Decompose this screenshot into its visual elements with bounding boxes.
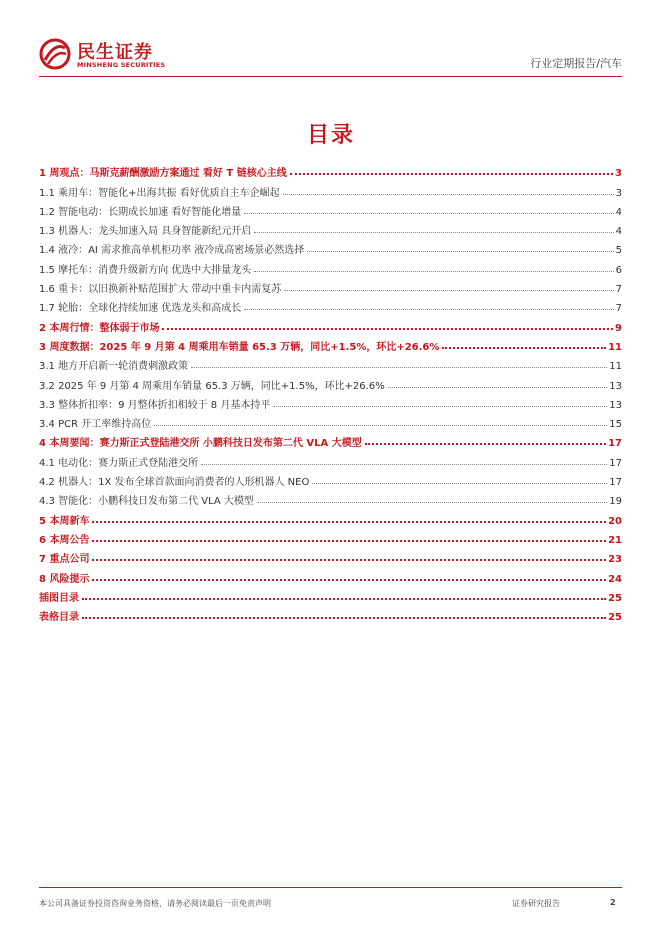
toc-entry-page[interactable]: 25: [608, 612, 622, 624]
page-number: 2: [610, 898, 616, 907]
toc-entry-page[interactable]: 13: [609, 380, 622, 392]
toc-entry-page[interactable]: 15: [609, 419, 622, 431]
toc-entry-page[interactable]: 5: [615, 245, 622, 257]
toc-entry[interactable]: [39, 353, 622, 372]
toc-entry[interactable]: [39, 256, 622, 275]
toc-leader-dots: [92, 558, 606, 561]
toc-entry-label[interactable]: 表格目录: [39, 612, 79, 624]
toc-entry[interactable]: [39, 411, 622, 430]
toc-entry[interactable]: [39, 179, 622, 198]
toc-leader-dots: [201, 463, 607, 465]
toc-leader-dots: [312, 482, 607, 484]
toc-entry-page[interactable]: 6: [615, 264, 622, 276]
toc-leader-dots: [244, 308, 613, 310]
toc-entry[interactable]: [39, 430, 622, 449]
toc-entry-page[interactable]: 17: [609, 477, 622, 489]
toc-entry-label[interactable]: 2 本周行情：整体弱于市场: [39, 322, 160, 334]
toc-entry[interactable]: [39, 604, 622, 623]
toc-leader-dots: [283, 193, 614, 195]
logo-english-name: MINSHENG SECURITIES: [77, 61, 166, 69]
toc-entry-label[interactable]: 6 本周公告: [39, 534, 90, 546]
footer-disclaimer: 本公司具备证券投资咨询业务资格，请务必阅读最后一页免责声明: [39, 899, 271, 908]
toc-entry-label[interactable]: 1.3 机器人：龙头加速入局 具身智能新纪元开启: [39, 226, 252, 238]
toc-entry-label[interactable]: 5 本周新车: [39, 515, 90, 527]
toc-leader-dots: [162, 327, 613, 330]
toc-entry-page[interactable]: 21: [608, 534, 622, 546]
toc-entry[interactable]: [39, 199, 622, 218]
toc-entry-page[interactable]: 3: [615, 187, 622, 199]
toc-leader-dots: [284, 289, 613, 291]
toc-entry[interactable]: [39, 218, 622, 237]
toc-leader-dots: [273, 405, 607, 407]
toc-entry[interactable]: [39, 237, 622, 256]
toc-entry-label[interactable]: 1.7 轮胎：全球化持续加速 优选龙头和高成长: [39, 303, 242, 315]
logo-chinese-name: 民生证券: [77, 42, 153, 63]
header-divider: [39, 76, 622, 77]
toc-entry-label[interactable]: 4.1 电动化：赛力斯正式登陆港交所: [39, 457, 199, 469]
toc-entry[interactable]: [39, 276, 622, 295]
toc-leader-dots: [257, 501, 607, 503]
toc-leader-dots: [254, 270, 613, 272]
toc-entry-page[interactable]: 11: [609, 361, 622, 373]
toc-leader-dots: [92, 539, 606, 542]
toc-leader-dots: [254, 231, 613, 233]
minsheng-logo-icon: [39, 38, 71, 70]
table-of-contents: [39, 160, 622, 623]
toc-entry[interactable]: [39, 488, 622, 507]
toc-leader-dots: [82, 616, 606, 619]
toc-leader-dots: [365, 442, 606, 445]
toc-entry-label[interactable]: 1.2 智能电动：长期成长加速 看好智能化增量: [39, 206, 242, 218]
toc-entry-label[interactable]: 3 周度数据：2025 年 9 月第 4 周乘用车销量 65.3 万辆，同比+1.5%，环比+26.6%: [39, 341, 440, 353]
toc-title: 目录: [306, 123, 355, 148]
toc-entry-label[interactable]: 3.3 整体折扣率：9 月整体折扣相较于 8 月基本持平: [39, 399, 271, 411]
page-header: [39, 36, 622, 76]
toc-entry-label[interactable]: 1 周观点：马斯克薪酬激励方案通过 看好 T 链核心主线: [39, 168, 287, 180]
toc-entry-page[interactable]: 3: [615, 168, 622, 180]
toc-leader-dots: [290, 172, 613, 175]
toc-leader-dots: [92, 578, 606, 581]
toc-entry-label[interactable]: 8 风险提示: [39, 573, 90, 585]
toc-entry-page[interactable]: 23: [608, 554, 622, 566]
toc-entry-page[interactable]: 17: [608, 438, 622, 450]
toc-entry[interactable]: [39, 527, 622, 546]
toc-entry[interactable]: [39, 546, 622, 565]
toc-entry[interactable]: [39, 314, 622, 333]
toc-entry-page[interactable]: 4: [615, 206, 622, 218]
toc-entry-page[interactable]: 4: [615, 226, 622, 238]
toc-entry-label[interactable]: 7 重点公司: [39, 554, 90, 566]
toc-entry[interactable]: [39, 585, 622, 604]
toc-entry-page[interactable]: 17: [609, 457, 622, 469]
toc-leader-dots: [154, 424, 607, 426]
toc-leader-dots: [442, 346, 606, 349]
report-category: 行业定期报告/汽车: [530, 57, 622, 70]
footer-report-type: 证券研究报告: [512, 899, 560, 908]
toc-entry[interactable]: [39, 160, 622, 179]
toc-entry-label[interactable]: 1.5 摩托车：消费升级新方向 优选中大排量龙头: [39, 264, 252, 276]
toc-entry-label[interactable]: 4.2 机器人：1X 发布全球首款面向消费者的人形机器人 NEO: [39, 477, 310, 489]
toc-entry[interactable]: [39, 565, 622, 584]
toc-entry-label[interactable]: 1.6 重卡：以旧换新补贴范围扩大 带动中重卡内需复苏: [39, 284, 282, 296]
toc-entry[interactable]: [39, 334, 622, 353]
toc-entry[interactable]: [39, 449, 622, 468]
toc-entry-label[interactable]: 3.4 PCR 开工率维持高位: [39, 419, 152, 431]
toc-entry[interactable]: [39, 392, 622, 411]
toc-entry-page[interactable]: 25: [608, 592, 622, 604]
toc-entry-page[interactable]: 7: [615, 284, 622, 296]
toc-entry-label[interactable]: 3.1 地方开启新一轮消费刺激政策: [39, 361, 189, 373]
toc-entry-page[interactable]: 9: [615, 322, 622, 334]
toc-entry-page[interactable]: 11: [608, 341, 622, 353]
toc-leader-dots: [244, 212, 613, 214]
toc-entry-label[interactable]: 4 本周要闻：赛力斯正式登陆港交所 小鹏科技日发布第二代 VLA 大模型: [39, 438, 362, 450]
toc-entry-label[interactable]: 插图目录: [39, 592, 79, 604]
toc-entry[interactable]: [39, 295, 622, 314]
toc-leader-dots: [388, 386, 608, 388]
toc-entry-page[interactable]: 24: [608, 573, 622, 585]
toc-entry-page[interactable]: 20: [608, 515, 622, 527]
toc-entry[interactable]: [39, 372, 622, 391]
toc-entry-label[interactable]: 3.2 2025 年 9 月第 4 周乘用车销量 65.3 万辆，同比+1.5%，环比+26.6%: [39, 380, 385, 392]
footer-divider: [39, 887, 622, 888]
toc-entry-page[interactable]: 19: [609, 496, 622, 508]
toc-leader-dots: [92, 520, 606, 523]
toc-entry[interactable]: [39, 507, 622, 526]
toc-entry-label[interactable]: 1.4 液冷：AI 需求推高单机柜功率 液冷成高密场景必然选择: [39, 245, 305, 257]
company-logo: [39, 36, 179, 74]
toc-entry-label[interactable]: 1.1 乘用车：智能化+出海共振 看好优质自主车企崛起: [39, 187, 280, 199]
toc-leader-dots: [191, 366, 607, 368]
toc-leader-dots: [82, 597, 606, 600]
toc-entry-page[interactable]: 13: [609, 399, 622, 411]
toc-leader-dots: [307, 250, 613, 252]
toc-entry-page[interactable]: 7: [615, 303, 622, 315]
toc-entry-label[interactable]: 4.3 智能化：小鹏科技日发布第二代 VLA 大模型: [39, 496, 254, 508]
toc-entry[interactable]: [39, 469, 622, 488]
